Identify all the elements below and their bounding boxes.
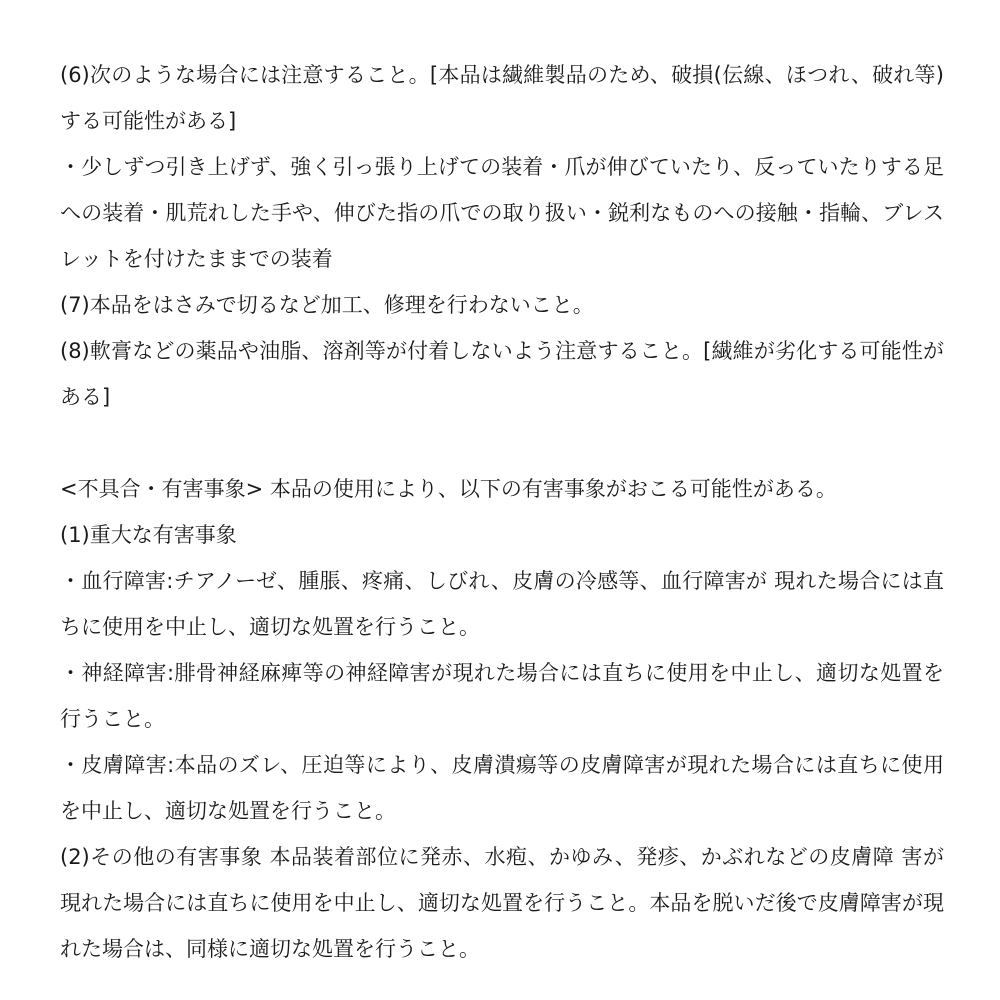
precaution-item-8: (8)軟膏などの薬品や油脂、溶剤等が付着しないよう注意すること。[繊維が劣化する可能性がある] [60, 339, 944, 409]
nerve-disorder-item: ・神経障害:腓骨神経麻痺等の神経障害が現れた場合には直ちに使用を中止し、適切な処置を行うこと。 [60, 661, 944, 731]
serious-adverse-events-title: (1)重大な有害事象 [60, 523, 237, 547]
skin-disorder-item: ・皮膚障害:本品のズレ、圧迫等により、皮膚潰瘍等の皮膚障害が現れた場合には直ちに使用を中止し、適切な処置を行うこと。 [60, 753, 944, 823]
other-adverse-events: (2)その他の有害事象 本品装着部位に発赤、水疱、かゆみ、発疹、かぶれなどの皮膚障 害が現れた場合には直ちに使用を中止し、適切な処置を行うこと。本品を脱いだ後で皮膚障害が現れた場合は、同様に適切な処置を行うこと。 [60, 845, 944, 961]
circulatory-disorder-item: ・血行障害:チアノーゼ、腫脹、疼痛、しびれ、皮膚の冷感等、血行障害が 現れた場合には直ちに使用を中止し、適切な処置を行うこと。 [60, 569, 944, 639]
adverse-events-heading: <不具合・有害事象> 本品の使用により、以下の有害事象がおこる可能性がある。 [60, 477, 837, 501]
section-spacer [60, 420, 944, 466]
precaution-item-6: (6)次のような場合には注意すること。[本品は繊維製品のため、破損(伝線、ほつれ、破れ等)する可能性がある] [60, 63, 944, 133]
precaution-item-7: (7)本品をはさみで切るなど加工、修理を行わないこと。 [60, 293, 594, 317]
precaution-examples: ・少しずつ引き上げず、強く引っ張り上げての装着・爪が伸びていたり、反っていたりする足への装着・肌荒れした手や、伸びた指の爪での取り扱い・鋭利なものへの接触・指輪、ブレスレットを付けたままでの装着 [60, 155, 944, 271]
document-body [60, 52, 944, 972]
